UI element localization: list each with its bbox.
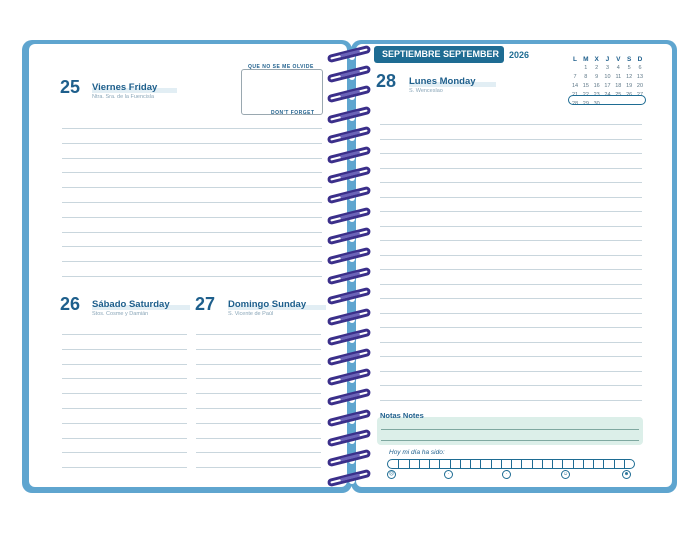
calendar-day: 12 <box>626 74 633 80</box>
year-label: 2026 <box>509 50 530 60</box>
writing-line <box>62 246 322 247</box>
day-number-28: 28 <box>376 71 397 91</box>
calendar-day: 30 <box>593 101 600 107</box>
calendar-day: 27 <box>636 92 644 98</box>
calendar-day: 8 <box>584 74 588 80</box>
writing-line <box>380 211 642 212</box>
calendar-day: 14 <box>571 83 579 89</box>
mood-bar-tick <box>614 460 615 468</box>
saint-saturday: Stos. Cosme y Damián <box>92 311 149 317</box>
mood-bar-tick <box>573 460 574 468</box>
day-name-friday: Viernes Friday <box>92 82 177 93</box>
writing-line <box>380 342 642 343</box>
calendar-day: 21 <box>571 92 579 98</box>
writing-line <box>62 438 187 439</box>
writing-line <box>380 313 642 314</box>
writing-line <box>380 168 642 169</box>
day-name-sunday: Domingo Sunday <box>228 299 326 310</box>
calendar-weekday: V <box>616 56 621 63</box>
writing-line <box>62 172 322 173</box>
calendar-weekday: X <box>594 56 599 63</box>
writing-line <box>62 128 322 129</box>
mood-bar[interactable] <box>387 459 635 469</box>
writing-line <box>62 276 322 277</box>
calendar-day: 15 <box>582 83 589 89</box>
writing-line <box>380 139 642 140</box>
mood-label: Hoy mi día ha sido: <box>389 449 445 456</box>
calendar-day: 9 <box>595 74 599 80</box>
writing-line <box>62 217 322 218</box>
calendar-day: 28 <box>571 101 579 107</box>
calendar-day: 3 <box>605 65 610 71</box>
calendar-day: 10 <box>604 74 611 80</box>
writing-line <box>62 158 322 159</box>
writing-line <box>62 187 322 188</box>
mood-bar-tick <box>491 460 492 468</box>
writing-line <box>62 378 187 379</box>
mood-bar-tick <box>603 460 604 468</box>
calendar-day: 20 <box>636 83 644 89</box>
mood-bar-tick <box>398 460 399 468</box>
writing-line <box>380 240 642 241</box>
mood-bar-tick <box>501 460 502 468</box>
day-number-25: 25 <box>60 77 81 97</box>
writing-line <box>380 327 642 328</box>
writing-line <box>380 298 642 299</box>
day-number-26: 26 <box>60 294 81 314</box>
current-week-highlight <box>568 95 646 105</box>
calendar-day: 18 <box>615 83 622 89</box>
day-name-saturday: Sábado Saturday <box>92 299 190 310</box>
smile-face-icon[interactable]: ☺ <box>562 471 569 477</box>
mood-bar-tick <box>532 460 533 468</box>
calendar-day <box>570 65 580 74</box>
mood-bar-tick <box>439 460 440 468</box>
writing-line <box>380 400 642 401</box>
memo-subtitle: DON'T FORGET <box>271 110 315 116</box>
calendar-day: 11 <box>615 74 622 80</box>
calendar-weekday: J <box>605 56 610 63</box>
day-number-27: 27 <box>195 294 216 314</box>
calendar-day: 16 <box>593 83 600 89</box>
calendar-weekday: S <box>626 56 632 63</box>
notes-label: Notas Notes <box>380 411 424 420</box>
writing-line <box>380 124 642 125</box>
writing-line <box>196 408 321 409</box>
writing-line <box>196 438 321 439</box>
meh-face-icon[interactable]: · <box>444 470 453 479</box>
calendar-day: 5 <box>627 65 631 71</box>
sad-face-icon[interactable]: ☹ <box>388 471 395 477</box>
writing-line <box>62 408 187 409</box>
writing-line <box>380 284 642 285</box>
calendar-weekday: L <box>573 56 577 63</box>
writing-line <box>196 452 321 453</box>
calendar-day: 25 <box>615 92 622 98</box>
mood-bar-tick <box>552 460 553 468</box>
saint-sunday: S. Vicente de Paúl <box>228 311 274 317</box>
writing-line <box>62 261 322 262</box>
writing-line <box>196 393 321 394</box>
calendar-day: 7 <box>573 74 577 80</box>
writing-line <box>380 371 642 372</box>
mood-bar-tick <box>583 460 584 468</box>
writing-line <box>380 356 642 357</box>
writing-line <box>62 349 187 350</box>
writing-line <box>62 334 187 335</box>
mood-bar-tick <box>470 460 471 468</box>
calendar-day: 29 <box>582 101 589 107</box>
writing-line <box>196 378 321 379</box>
mood-bar-tick <box>521 460 522 468</box>
calendar-day: 1 <box>584 65 588 71</box>
mood-bar-tick <box>419 460 420 468</box>
writing-line <box>380 385 642 386</box>
calendar-day: 6 <box>638 65 642 71</box>
writing-line <box>196 423 321 424</box>
writing-line <box>380 182 642 183</box>
writing-line <box>380 226 642 227</box>
mood-bar-tick <box>409 460 410 468</box>
writing-line <box>62 202 322 203</box>
writing-line <box>196 467 321 468</box>
happy-face-icon[interactable]: ☻ <box>623 471 630 477</box>
mood-bar-tick <box>624 460 625 468</box>
calendar-day: 26 <box>626 92 633 98</box>
memo-box[interactable] <box>241 69 323 115</box>
writing-line <box>380 255 642 256</box>
calendar-day: 17 <box>604 83 611 89</box>
calendar-day: 24 <box>604 92 611 98</box>
memo-title: QUE NO SE ME OLVIDE <box>248 64 314 70</box>
mood-bar-tick <box>450 460 451 468</box>
notes-line <box>381 440 639 441</box>
writing-line <box>62 467 187 468</box>
calendar-day: 22 <box>582 92 589 98</box>
writing-line <box>196 349 321 350</box>
mood-bar-tick <box>593 460 594 468</box>
calendar-day: 23 <box>593 92 600 98</box>
writing-line <box>380 269 642 270</box>
mood-bar-tick <box>542 460 543 468</box>
mood-bar-tick <box>562 460 563 468</box>
writing-line <box>62 364 187 365</box>
notes-line <box>381 429 639 430</box>
writing-line <box>62 452 187 453</box>
month-tab: SEPTIEMBRE SEPTEMBER <box>374 46 504 63</box>
saint-monday: S. Wenceslao <box>409 88 443 94</box>
mood-bar-tick <box>429 460 430 468</box>
calendar-weekday: D <box>637 56 643 63</box>
calendar-day: 4 <box>616 65 620 71</box>
day-name-monday: Lunes Monday <box>409 76 496 87</box>
writing-line <box>62 232 322 233</box>
writing-line <box>380 153 642 154</box>
writing-line <box>196 364 321 365</box>
calendar-weekday: M <box>583 56 589 63</box>
mood-bar-tick <box>480 460 481 468</box>
calendar-day: 19 <box>626 83 633 89</box>
saint-friday: Ntra. Sra. de la Fuencisla <box>92 94 155 100</box>
writing-line <box>62 143 322 144</box>
mood-bar-tick <box>460 460 461 468</box>
writing-line <box>62 393 187 394</box>
calendar-day: 13 <box>636 74 644 80</box>
writing-line <box>62 423 187 424</box>
mood-bar-tick <box>511 460 512 468</box>
writing-line <box>380 197 642 198</box>
writing-line <box>196 334 321 335</box>
neutral-face-icon[interactable]: · <box>502 470 511 479</box>
calendar-day: 2 <box>595 65 599 71</box>
